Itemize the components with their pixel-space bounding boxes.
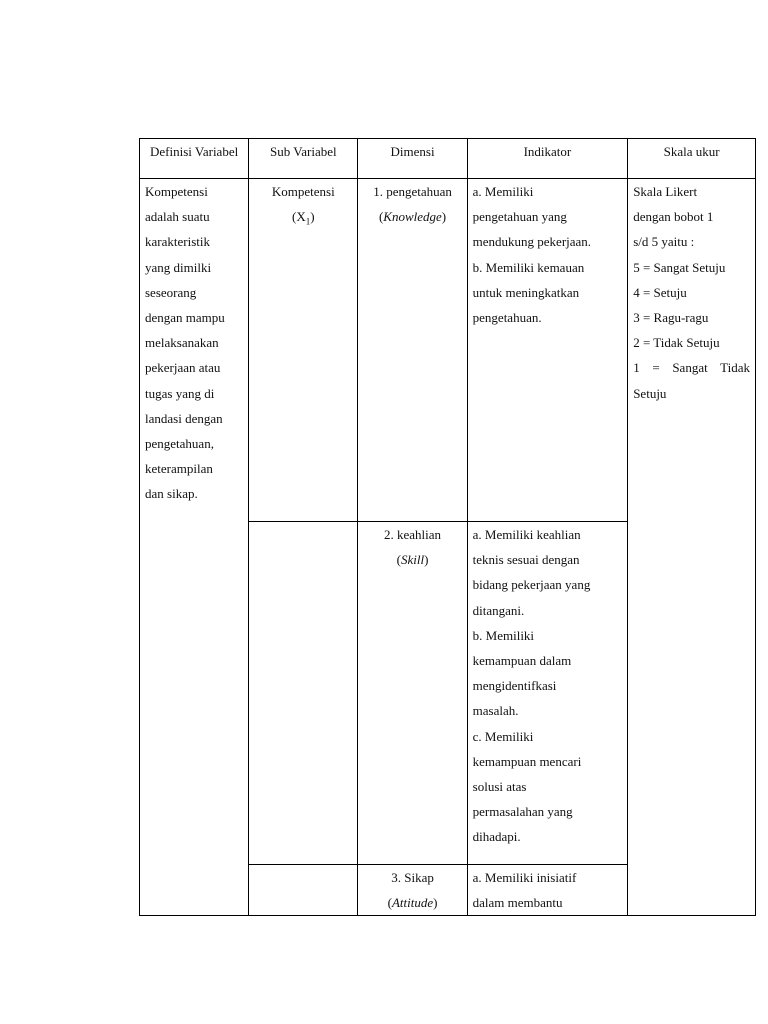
dimensi-cell-1: 1. pengetahuan (Knowledge): [358, 179, 467, 522]
sub-variabel-cell: Kompetensi $(X_1)$: [249, 179, 358, 522]
skala-cell: Skala Likert dengan bobot 1 s/d 5 yaitu : 5 = Sangat Setuju 4 = Setuju 3 = Ragu-ragu 2 = Tidak Setuju 1 = Sangat Tidak Setuju: [628, 179, 756, 916]
table-row: [140, 179, 756, 522]
header-indikator: Indikator: [467, 139, 628, 179]
definisi-cell: Kompetensi adalah suatu karakteristik yang dimilki seseorang dengan mampu melaksanakan pekerjaan atau tugas yang di landasi dengan pengetahuan, keterampilan dan sikap.: [140, 179, 249, 916]
sub-variabel-empty-cell: [249, 522, 358, 865]
header-definisi: Definisi Variabel: [140, 139, 249, 179]
header-dimensi: Dimensi: [358, 139, 467, 179]
dimensi-cell-3: 3. Sikap (Attitude): [358, 865, 467, 916]
indikator-cell-1: a. Memiliki pengetahuan yang mendukung pekerjaan. b. Memiliki kemauan untuk meningkatkan pengetahuan.: [467, 179, 628, 522]
indikator-cell-2: a. Memiliki keahlian teknis sesuai dengan bidang pekerjaan yang ditangani. b. Memiliki kemampuan dalam mengidentifkasi masalah. c. Memiliki kemampuan mencari solusi atas permasalahan yang dihadapi.: [467, 522, 628, 865]
table-header-row: [140, 139, 756, 179]
dimensi-cell-2: 2. keahlian (Skill): [358, 522, 467, 865]
header-sub-variabel: Sub Variabel: [249, 139, 358, 179]
sub-variabel-empty-cell: [249, 865, 358, 916]
operasional-variabel-table: [139, 138, 756, 916]
indikator-cell-3: a. Memiliki inisiatif dalam membantu: [467, 865, 628, 916]
header-skala: Skala ukur: [628, 139, 756, 179]
